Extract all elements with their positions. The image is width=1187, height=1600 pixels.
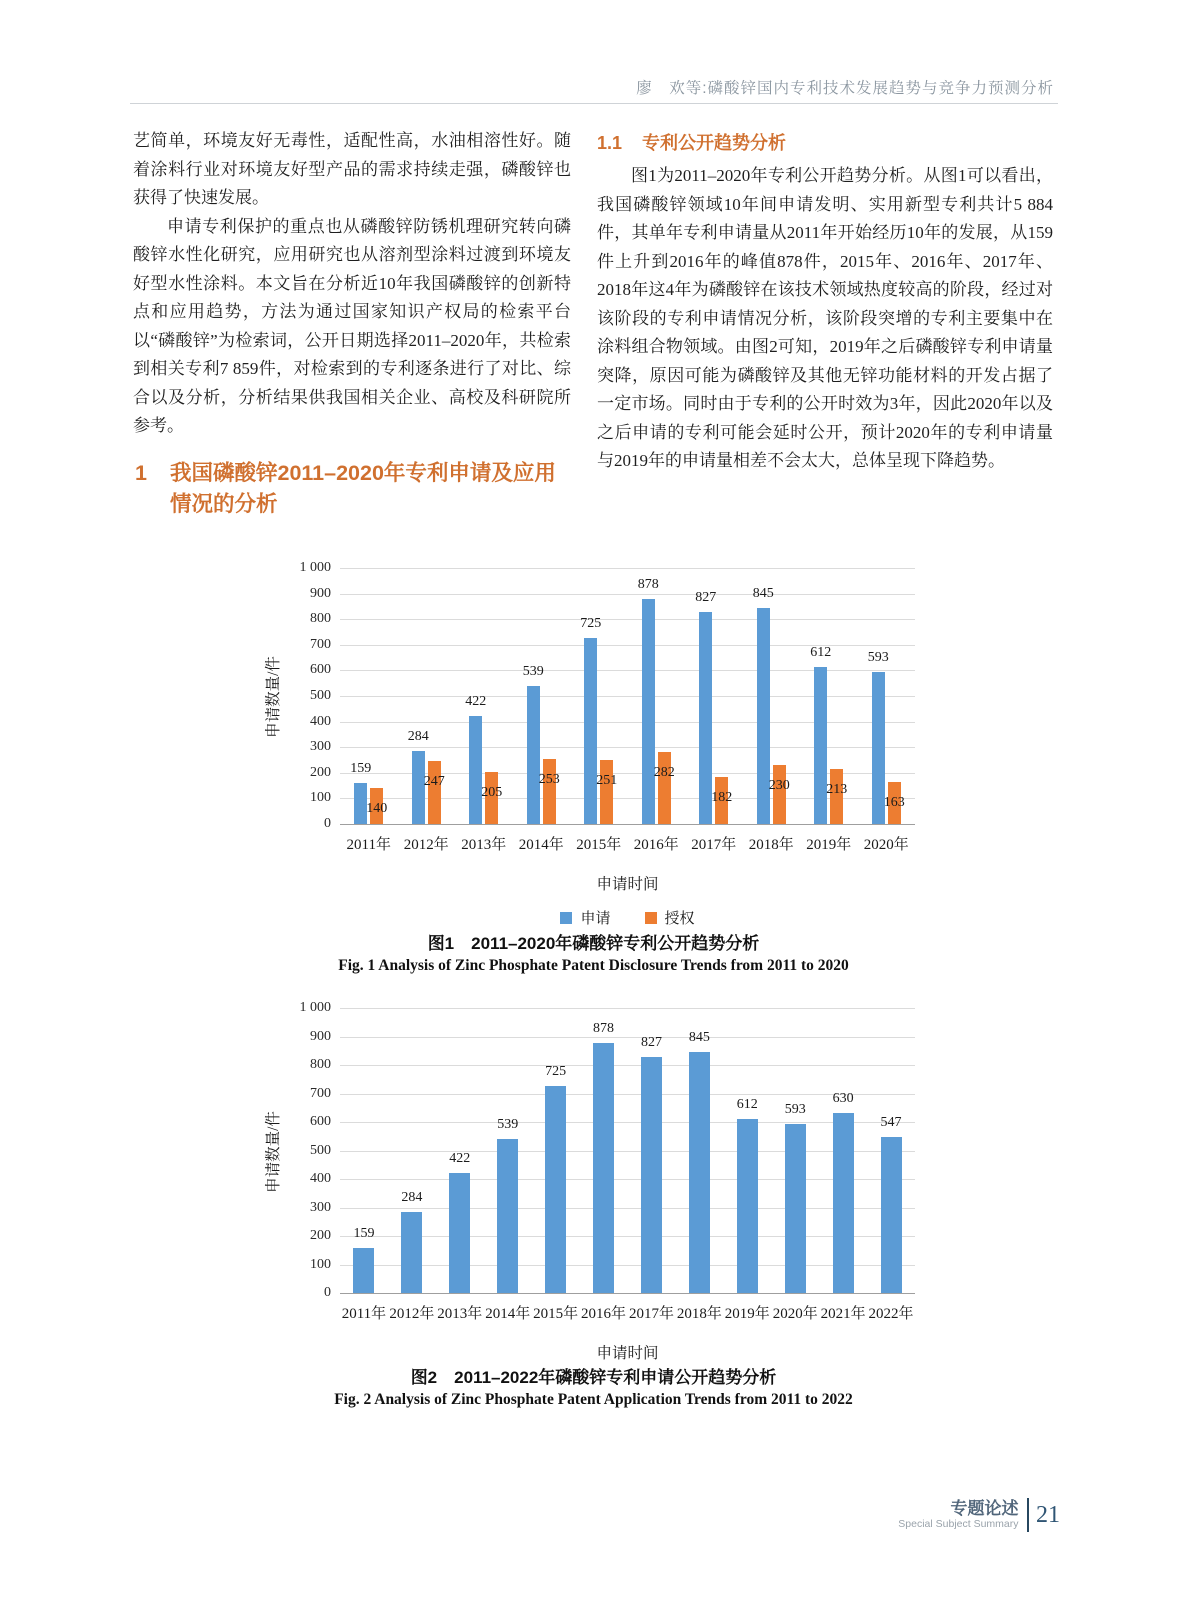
bar-授权	[543, 759, 556, 824]
x-axis-tick-label: 2022年	[868, 1306, 914, 1322]
bar-value-label: 284	[407, 729, 429, 745]
y-axis-tick-label: 900	[310, 1028, 331, 1044]
bar-value-label: 878	[637, 577, 659, 593]
gridline	[340, 1179, 915, 1180]
y-axis-title: 申请数量/件	[265, 656, 282, 738]
bar-value-label: 230	[768, 778, 790, 794]
bar-申请	[584, 638, 597, 824]
section-title: 专利公开趋势分析	[642, 133, 787, 153]
legend-label: 授权	[664, 911, 695, 927]
x-axis-tick-label: 2016年	[581, 1306, 627, 1322]
bar-value-label: 253	[538, 772, 560, 788]
x-axis-tick-label: 2019年	[806, 837, 852, 853]
bar-授权	[773, 765, 786, 824]
bar-value-label: 539	[522, 664, 544, 680]
gridline	[340, 594, 915, 595]
y-axis-tick-label: 700	[310, 1085, 331, 1101]
bar-申请	[497, 1139, 518, 1293]
figure-1-bar-chart	[258, 553, 938, 933]
x-axis-tick-label: 2018年	[748, 837, 794, 853]
bar-value-label: 213	[826, 782, 848, 798]
bar-value-label: 725	[580, 616, 602, 632]
bar-value-label: 422	[465, 693, 487, 709]
bar-value-label: 845	[752, 585, 774, 601]
x-axis-tick-label: 2013年	[437, 1306, 483, 1322]
x-axis-tick-label: 2013年	[461, 837, 507, 853]
bar-value-label: 422	[449, 1150, 471, 1166]
footer-section	[898, 1499, 1018, 1531]
x-axis-line	[340, 824, 915, 825]
figure-2-bar-chart	[258, 993, 938, 1362]
x-axis-tick-label: 2017年	[628, 1306, 674, 1322]
body-paragraph: 申请专利保护的重点也从磷酸锌防锈机理研究转向磷酸锌水性化研究，应用研究也从溶剂型涂料过渡到环境友好型水性涂料。本文旨在分析近10年我国磷酸锌的创新特点和应用趋势，方法为通过国家知识产权局的检索平台以“磷酸锌”为检索词，公开日期选择2011–2020年，共检索到相关专利7 859件，对检索到的专利逐条进行了对比、综合以及分析，分析结果供我国相关企业、高校及科研院所参考。	[133, 216, 571, 435]
bar-申请	[527, 686, 540, 824]
bar-value-label: 878	[593, 1020, 615, 1036]
gridline	[340, 696, 915, 697]
x-axis-tick-label: 2021年	[820, 1306, 866, 1322]
gridline	[340, 798, 915, 799]
bar-value-label: 827	[695, 590, 717, 606]
body-paragraph: 图1为2011–2020年专利公开趋势分析。从图1可以看出，我国磷酸锌领域10年间申请发明、实用新型专利共计5 884件，其单年专利申请量从2011年开始经历10年的发展，从159件上升到2016年的峰值878件，2015年、2016年、2017年、2018年这4年为磷酸锌在该技术领域热度较高的阶段，经过对该阶段的专利申请情况分析，该阶段突增的专利主要集中在涂料组合物领域。由图2可知，2019年之后磷酸锌专利申请量突降，原因可能为磷酸锌及其他无锌功能材料的开发占据了一定市场。同时由于专利的公开时效为3年，因此2020年以及之后申请的专利可能会延时公开，预计2020年的专利申请量与2019年的申请量相差不会太大，总体呈现下降趋势。	[597, 166, 1053, 470]
bar-value-label: 284	[401, 1190, 423, 1206]
figure-1-caption-cn: 图1 2011–2020年磷酸锌专利公开趋势分析	[427, 934, 760, 953]
bar-申请	[593, 1043, 614, 1293]
bar-授权	[600, 760, 613, 824]
body-paragraph: 艺简单，环境友好无毒性，适配性高，水油相溶性好。随着涂料行业对环境友好型产品的需求持续走强，磷酸锌也获得了快速发展。	[133, 131, 571, 207]
bar-申请	[689, 1052, 710, 1293]
bar-申请	[449, 1173, 470, 1293]
gridline	[340, 747, 915, 748]
x-axis-tick-label: 2018年	[676, 1306, 722, 1322]
y-axis-tick-label: 800	[310, 1057, 331, 1072]
bar-申请	[881, 1137, 902, 1293]
left-column	[133, 127, 571, 520]
x-axis-tick-label: 2017年	[691, 837, 737, 853]
figure-2-caption-en: Fig. 2 Analysis of Zinc Phosphate Patent Application Trends from 2011 to 2022	[334, 1391, 853, 1408]
bar-value-label: 612	[736, 1096, 758, 1112]
bar-value-label: 827	[640, 1035, 662, 1051]
x-axis-title: 申请时间	[596, 1345, 659, 1362]
legend-swatch-icon	[560, 912, 572, 924]
x-axis-tick-label: 2020年	[863, 837, 909, 853]
y-axis-tick-label: 0	[324, 1285, 331, 1300]
bar-value-label: 612	[810, 645, 832, 661]
y-axis-tick-label: 100	[310, 1256, 331, 1272]
gridline	[340, 1265, 915, 1266]
bar-value-label: 182	[711, 790, 733, 806]
header-divider	[130, 103, 1058, 104]
y-axis-tick-label: 200	[310, 1228, 331, 1243]
bar-value-label: 593	[784, 1101, 806, 1117]
bar-value-label: 251	[596, 772, 618, 788]
bar-value-label: 845	[688, 1030, 710, 1046]
bar-申请	[785, 1124, 806, 1293]
figure-2-caption-cn: 图2 2011–2022年磷酸锌专利申请公开趋势分析	[410, 1368, 777, 1387]
y-axis-tick-label: 200	[310, 764, 331, 780]
x-axis-tick-label: 2011年	[341, 1306, 387, 1322]
bar-申请	[814, 667, 827, 824]
bar-value-label: 547	[880, 1115, 902, 1131]
bar-申请	[545, 1086, 566, 1293]
right-column	[597, 127, 1053, 476]
y-axis-tick-label: 300	[310, 1199, 331, 1215]
bar-申请	[401, 1212, 422, 1293]
x-axis-tick-label: 2012年	[389, 1306, 435, 1322]
x-axis-title: 申请时间	[596, 876, 659, 893]
bar-value-label: 282	[653, 764, 675, 780]
y-axis-tick-label: 400	[310, 713, 331, 729]
y-axis-tick-label: 700	[310, 636, 331, 652]
gridline	[340, 1065, 915, 1066]
running-head: 廖 欢等:磷酸锌国内专利技术发展趋势与竞争力预测分析	[636, 80, 1054, 97]
y-axis-tick-label: 1 000	[299, 1000, 331, 1015]
page-number: 21	[1036, 1502, 1060, 1528]
bar-value-label: 163	[883, 795, 905, 811]
bar-申请	[833, 1113, 854, 1293]
y-axis-tick-label: 300	[310, 739, 331, 755]
x-axis-line	[340, 1293, 915, 1294]
figure-1-caption-en: Fig. 1 Analysis of Zinc Phosphate Patent Disclosure Trends from 2011 to 2020	[338, 957, 849, 974]
bar-value-label: 539	[497, 1117, 519, 1133]
legend-item-授权	[645, 907, 695, 928]
gridline	[340, 1208, 915, 1209]
y-axis-tick-label: 0	[324, 816, 331, 831]
x-axis-tick-label: 2020年	[772, 1306, 818, 1322]
y-axis-tick-label: 500	[310, 688, 331, 703]
section-title: 我国磷酸锌2011–2020年专利申请及应用情况的分析	[170, 460, 556, 516]
chart-legend	[340, 907, 915, 928]
legend-swatch-icon	[645, 912, 657, 924]
x-axis-tick-label: 2015年	[576, 837, 622, 853]
y-axis-title: 申请数量/件	[265, 1110, 282, 1193]
bar-申请	[642, 599, 655, 824]
bar-value-label: 205	[481, 784, 503, 800]
bar-value-label: 140	[366, 801, 388, 817]
gridline	[340, 1122, 915, 1123]
bar-value-label: 725	[545, 1064, 567, 1080]
bar-申请	[353, 1248, 374, 1293]
y-axis-tick-label: 1 000	[299, 560, 331, 575]
footer-section-en: Special Subject Summary	[898, 1518, 1019, 1530]
x-axis-tick-label: 2019年	[724, 1306, 770, 1322]
gridline	[340, 722, 915, 723]
gridline	[340, 619, 915, 620]
y-axis-tick-label: 900	[310, 585, 331, 601]
x-axis-tick-label: 2011年	[346, 837, 391, 853]
page-footer	[820, 1498, 1060, 1532]
x-axis-tick-label: 2012年	[403, 837, 449, 853]
x-axis-tick-label: 2016年	[633, 837, 679, 853]
gridline	[340, 670, 915, 671]
x-axis-tick-label: 2015年	[533, 1306, 579, 1322]
section-number: 1.1	[597, 133, 623, 153]
y-axis-tick-label: 600	[310, 662, 331, 678]
y-axis-tick-label: 400	[310, 1171, 331, 1186]
x-axis-tick-label: 2014年	[518, 837, 564, 853]
gridline	[340, 1008, 915, 1009]
y-axis-tick-label: 600	[310, 1114, 331, 1129]
bar-授权	[658, 752, 671, 824]
section-heading-1-1	[597, 130, 1053, 156]
legend-item-申请	[560, 907, 610, 928]
footer-section-cn: 专题论述	[950, 1499, 1019, 1518]
gridline	[340, 1151, 915, 1152]
bar-value-label: 159	[353, 1225, 375, 1241]
x-axis-tick-label: 2014年	[485, 1306, 531, 1322]
footer-divider	[1027, 1498, 1030, 1532]
bar-申请	[737, 1119, 758, 1293]
bar-申请	[469, 716, 482, 824]
gridline	[340, 568, 915, 569]
gridline	[340, 1236, 915, 1237]
bar-value-label: 159	[350, 761, 372, 777]
y-axis-tick-label: 100	[310, 790, 331, 806]
section-heading-1	[133, 458, 571, 520]
bar-申请	[641, 1057, 662, 1293]
section-number: 1	[135, 460, 147, 485]
bar-授权	[428, 761, 441, 824]
bar-value-label: 630	[832, 1091, 854, 1107]
y-axis-tick-label: 500	[310, 1142, 331, 1158]
bar-value-label: 593	[867, 650, 889, 666]
bar-value-label: 247	[423, 773, 445, 789]
legend-label: 申请	[580, 911, 611, 927]
y-axis-tick-label: 800	[310, 611, 331, 627]
